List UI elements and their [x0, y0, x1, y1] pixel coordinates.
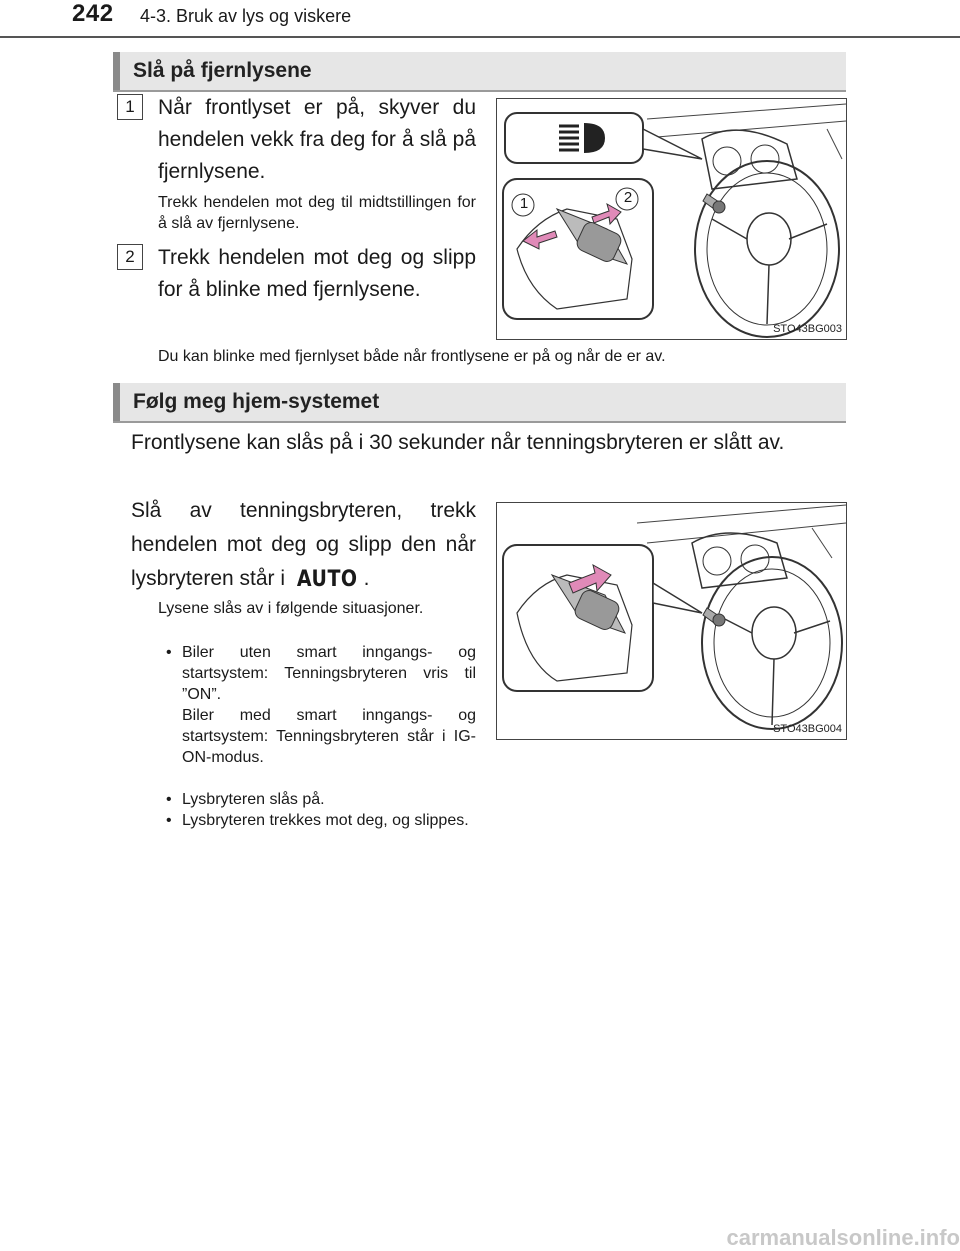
step-marker-1: 1 [117, 94, 143, 120]
figure-callout-2: 2 [623, 189, 633, 206]
conditions-list [158, 642, 476, 768]
instruction-end: . [363, 567, 370, 590]
step-1-text: Når frontlyset er på, skyver du hendelen vekk fra deg for å slå på fjernlysene. [158, 96, 476, 183]
step-1-note: Trekk hendelen mot deg til midtstillingen for å slå av fjernlysene. [158, 194, 476, 232]
conditions-list-cont [158, 789, 758, 831]
section-title: Slå på fjernlysene [133, 59, 312, 82]
list-item: • Lysbryteren slås på. [158, 789, 758, 810]
figure-code: STO43BG003 [773, 323, 842, 335]
chapter-title: 4-3. Bruk av lys og viskere [140, 6, 352, 26]
figure-follow-me-home-lever [496, 502, 847, 740]
figure-high-beam-lever [496, 98, 847, 340]
section-2-instruction [131, 494, 476, 596]
list-item-continuation: Biler med smart inngangs- og startsystem: Tenningsbryteren står i IG-ON-modus. [182, 707, 476, 766]
list-item: • Biler uten smart inngangs- og startsystem: Tenningsbryteren vris til ”ON”. Biler med smart inngangs- og startsystem: Tenningsbryteren står i IG-ON-modus. [158, 642, 476, 768]
section-2-intro: Frontlysene kan slås på i 30 sekunder når tenningsbryteren er slått av. [131, 431, 785, 454]
header-divider [0, 36, 960, 38]
step-marker-2: 2 [117, 244, 143, 270]
section-heading-high-beam [113, 52, 846, 92]
note-intro: Lysene slås av i følgende situasjoner. [158, 600, 424, 617]
figure-code: STO43BG004 [773, 723, 842, 735]
section-title: Følg meg hjem-systemet [133, 390, 380, 413]
auto-position-symbol: AUTO [296, 566, 358, 592]
instruction-text: Slå av tenningsbryteren, trekk hendelen mot deg og slipp den når lysbryteren står i [131, 499, 476, 590]
steering-column-illustration [497, 99, 846, 339]
list-item: • Lysbryteren trekkes mot deg, og slippes. [158, 810, 758, 831]
steering-column-illustration [497, 503, 846, 739]
section-2-note [158, 598, 476, 619]
step-2-text: Trekk hendelen mot deg og slipp for å blinke med fjernlysene. [158, 246, 476, 301]
watermark: carmanualsonline.info [726, 1225, 960, 1250]
section-1-note: Du kan blinke med fjernlyset både når frontlysene er på og når de er av. [158, 348, 666, 365]
page-number: 242 [72, 0, 114, 27]
figure-callout-1: 1 [519, 195, 529, 212]
section-heading-follow-me-home [113, 383, 846, 423]
